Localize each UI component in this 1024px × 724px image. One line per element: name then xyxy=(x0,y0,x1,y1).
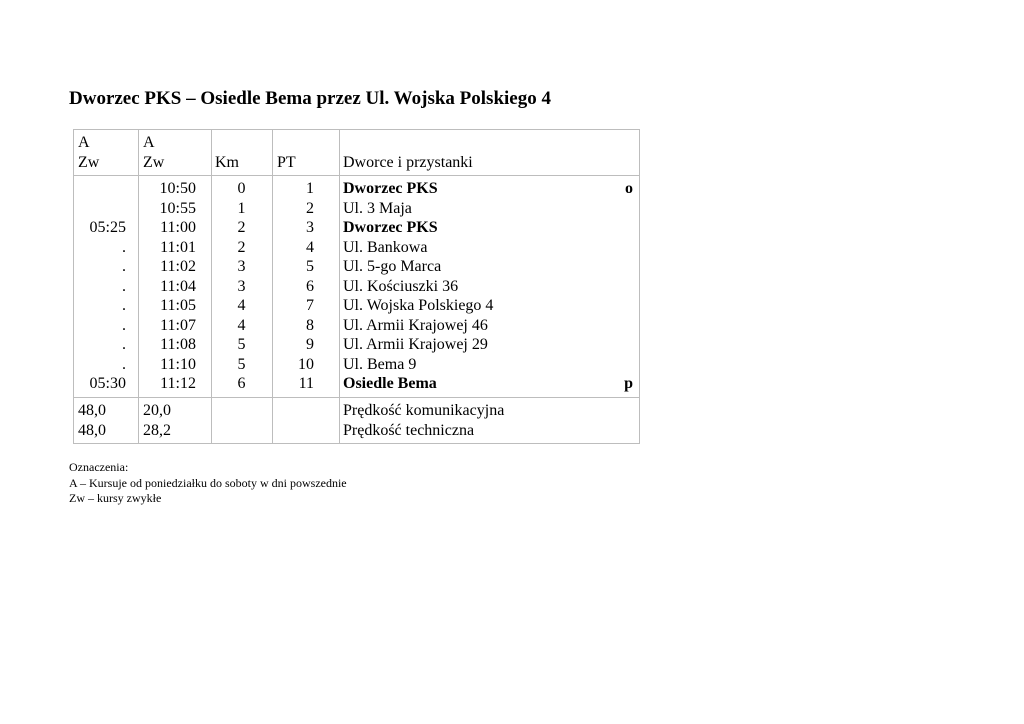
km-cell: 3 xyxy=(237,258,246,275)
legend-item: Zw – kursy zwykłe xyxy=(69,491,162,505)
km-cell: 0 xyxy=(237,180,246,197)
header-km: Km xyxy=(215,153,239,171)
time-cell: . xyxy=(122,336,126,353)
stop-name: Ul. Armii Krajowej 29 xyxy=(343,336,488,353)
time-cell: 11:01 xyxy=(160,238,196,256)
footer-labels xyxy=(343,401,504,440)
header-course-2 xyxy=(143,133,164,172)
header-day-code: A xyxy=(143,134,155,151)
km-cell: 5 xyxy=(237,336,246,353)
header-course-1 xyxy=(78,133,99,172)
stop-name: Ul. 3 Maja xyxy=(343,199,412,217)
legend-item: A – Kursuje od poniedziałku do soboty w dni powszednie xyxy=(69,475,347,490)
km-cell: 3 xyxy=(237,277,246,295)
time-cell xyxy=(73,179,126,199)
stop-name: Ul. 5-go Marca xyxy=(343,258,442,275)
header-pt: PT xyxy=(277,153,296,171)
km-cell: 1 xyxy=(237,199,246,217)
time-cell: 05:25 xyxy=(89,219,126,236)
stop-name: Ul. Kościuszki 36 xyxy=(343,277,459,295)
km-column xyxy=(211,179,272,394)
pt-cell: 3 xyxy=(306,219,314,236)
time-cell: 10:55 xyxy=(159,199,196,217)
time-cell: 11:04 xyxy=(160,277,196,295)
time-cell: 11:05 xyxy=(160,297,196,314)
pt-cell: 10 xyxy=(298,355,314,373)
course-1-times xyxy=(73,179,126,394)
time-cell: 11:12 xyxy=(160,375,196,392)
table-border xyxy=(73,443,640,444)
commercial-speed-label: Prędkość komunikacyjna xyxy=(343,402,505,419)
stop-name: Ul. Bankowa xyxy=(343,238,428,256)
speed-cell: 20,0 xyxy=(143,402,171,419)
time-cell: 11:02 xyxy=(160,258,196,275)
time-cell: 11:00 xyxy=(160,219,196,236)
km-cell: 4 xyxy=(237,297,246,314)
header-course-type: Zw xyxy=(78,153,100,171)
pt-cell: 5 xyxy=(306,258,314,275)
speed-cell: 48,0 xyxy=(78,402,106,419)
footer-course-2 xyxy=(143,401,171,440)
origin-marker: o xyxy=(625,180,633,197)
legend xyxy=(69,460,347,507)
pt-cell: 1 xyxy=(306,180,314,197)
stop-name: Dworzec PKS xyxy=(343,219,438,236)
speed-cell: 48,0 xyxy=(78,421,106,439)
pt-cell: 2 xyxy=(306,199,314,217)
pt-cell: 7 xyxy=(306,297,314,314)
pt-column xyxy=(272,179,314,394)
time-cell: . xyxy=(122,277,126,295)
time-cell: . xyxy=(122,355,126,373)
header-stops: Dworce i przystanki xyxy=(343,153,473,171)
time-cell: . xyxy=(122,316,126,334)
footer-divider xyxy=(73,397,640,398)
time-cell: . xyxy=(122,238,126,256)
km-cell: 2 xyxy=(237,238,246,256)
technical-speed-label: Prędkość techniczna xyxy=(343,421,475,439)
stop-name: Ul. Armii Krajowej 46 xyxy=(343,316,488,334)
time-cell: . xyxy=(122,258,126,275)
time-cell: 10:50 xyxy=(159,180,196,197)
km-cell: 4 xyxy=(237,316,246,334)
pt-cell: 4 xyxy=(306,238,314,256)
header-course-type: Zw xyxy=(143,153,165,171)
time-cell: . xyxy=(122,297,126,314)
km-cell: 2 xyxy=(237,219,246,236)
pt-cell: 11 xyxy=(298,375,314,392)
stop-name: Dworzec PKS xyxy=(343,180,438,197)
pt-cell: 8 xyxy=(306,316,314,334)
time-cell: 11:07 xyxy=(160,316,196,334)
pt-cell: 9 xyxy=(306,336,314,353)
page-title: Dworzec PKS – Osiedle Bema przez Ul. Wojska Polskiego 4 xyxy=(69,88,551,109)
course-2-times xyxy=(138,179,196,394)
time-cell: 11:08 xyxy=(160,336,196,353)
stop-name: Ul. Bema 9 xyxy=(343,355,417,373)
time-cell: 05:30 xyxy=(89,375,126,392)
timetable xyxy=(73,129,640,444)
stops-column xyxy=(343,179,493,394)
stop-name: Ul. Wojska Polskiego 4 xyxy=(343,297,494,314)
table-border xyxy=(73,129,640,130)
pt-cell: 6 xyxy=(306,277,314,295)
stop-name: Osiedle Bema xyxy=(343,375,437,392)
km-cell: 6 xyxy=(237,375,246,392)
legend-heading: Oznaczenia: xyxy=(69,460,129,474)
footer-course-1 xyxy=(78,401,106,440)
terminus-marker: p xyxy=(624,375,633,392)
header-divider xyxy=(73,175,640,176)
time-cell xyxy=(73,199,126,219)
header-day-code: A xyxy=(78,134,90,151)
time-cell: 11:10 xyxy=(160,355,196,373)
speed-cell: 28,2 xyxy=(143,421,171,439)
km-cell: 5 xyxy=(237,355,246,373)
